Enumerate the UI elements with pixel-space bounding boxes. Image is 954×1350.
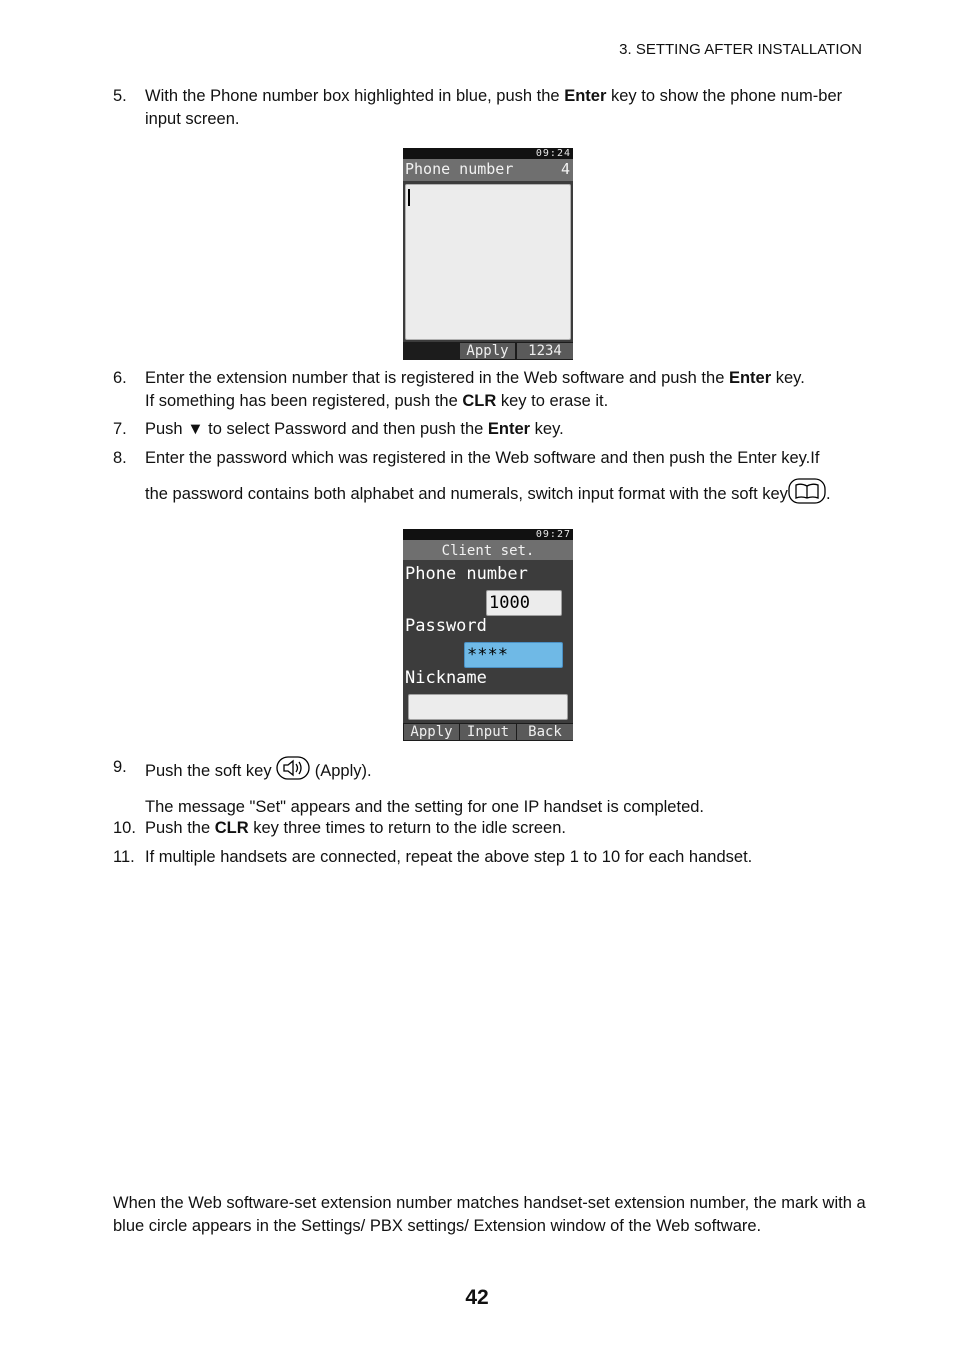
- screen-title: Client set.: [441, 543, 535, 559]
- client-settings-screen: [403, 529, 573, 741]
- step-text-line-2: the password contains both alphabet and numerals, switch input format with the soft key .: [145, 478, 865, 511]
- clock: 09:24: [403, 148, 573, 159]
- step-5: [113, 85, 865, 131]
- step-number: 7.: [113, 420, 127, 438]
- apply-soft-key[interactable]: Apply: [404, 724, 459, 740]
- step-number: 5.: [113, 87, 127, 105]
- phone-number-field[interactable]: 1000: [486, 590, 562, 616]
- step-number: 9.: [113, 758, 127, 776]
- note-paragraph: When the Web software-set extension number matches handset-set extension number, the mark with a blue circle appears in the Settings/ PBX settings/ Extension window of the Web software.: [113, 1194, 866, 1235]
- step-number: 6.: [113, 369, 127, 387]
- screen-title: Phone number: [405, 160, 514, 178]
- title-bar: [403, 159, 573, 181]
- apply-soft-key[interactable]: Apply: [460, 343, 515, 359]
- phone-number-input-screen: [403, 148, 573, 360]
- page-number: 42: [465, 1286, 489, 1309]
- text-cursor: [408, 189, 410, 206]
- soft-key-bar: [403, 342, 573, 360]
- book-soft-key-icon: [788, 478, 826, 511]
- title-bar: [403, 540, 573, 560]
- section-header: 3. SETTING AFTER INSTALLATION: [619, 41, 862, 58]
- phone-number-label: Phone number: [405, 564, 528, 584]
- step-7: [113, 418, 865, 441]
- phone-number-input[interactable]: [405, 184, 571, 340]
- step-text: Push the CLR key three times to return to the idle screen.: [145, 819, 566, 837]
- step-number: 8.: [113, 449, 127, 467]
- step-text-line-2: If something has been registered, push the CLR key to erase it.: [145, 392, 609, 410]
- step-11: [113, 846, 865, 869]
- step-8: [113, 447, 865, 511]
- digit-count: 4: [560, 160, 570, 178]
- password-field[interactable]: ****: [464, 642, 563, 668]
- nickname-field[interactable]: [408, 694, 568, 720]
- step-text-line-1: Enter the password which was registered in the Web software and then push the Enter key.If: [145, 449, 820, 467]
- step-number: 11.: [113, 848, 135, 866]
- input-mode-soft-key[interactable]: 1234: [517, 343, 573, 359]
- input-soft-key[interactable]: Input: [460, 724, 516, 740]
- nickname-label: Nickname: [405, 668, 487, 688]
- clock: 09:27: [403, 529, 573, 540]
- speaker-soft-key-icon: [276, 756, 310, 787]
- soft-key-bar: [403, 723, 573, 741]
- step-text: Push ▼ to select Password and then push the Enter key.: [145, 420, 564, 438]
- step-6: [113, 367, 865, 413]
- step-text-line-2: The message "Set" appears and the setting for one IP handset is completed.: [145, 798, 705, 816]
- down-arrow-icon: ▼: [187, 420, 204, 438]
- step-9: [113, 756, 865, 819]
- password-label: Password: [405, 616, 487, 636]
- step-text: If multiple handsets are connected, repeat the above step 1 to 10 for each handset.: [145, 848, 753, 866]
- step-number: 10.: [113, 819, 136, 837]
- step-10: [113, 817, 865, 840]
- step-text: With the Phone number box highlighted in blue, push the Enter key to show the phone num-ber input screen.: [145, 87, 843, 128]
- back-soft-key[interactable]: Back: [517, 724, 573, 740]
- step-text-line-1: Push the soft key (Apply).: [145, 756, 865, 787]
- step-text-line-1: Enter the extension number that is registered in the Web software and push the Enter key.: [145, 369, 805, 387]
